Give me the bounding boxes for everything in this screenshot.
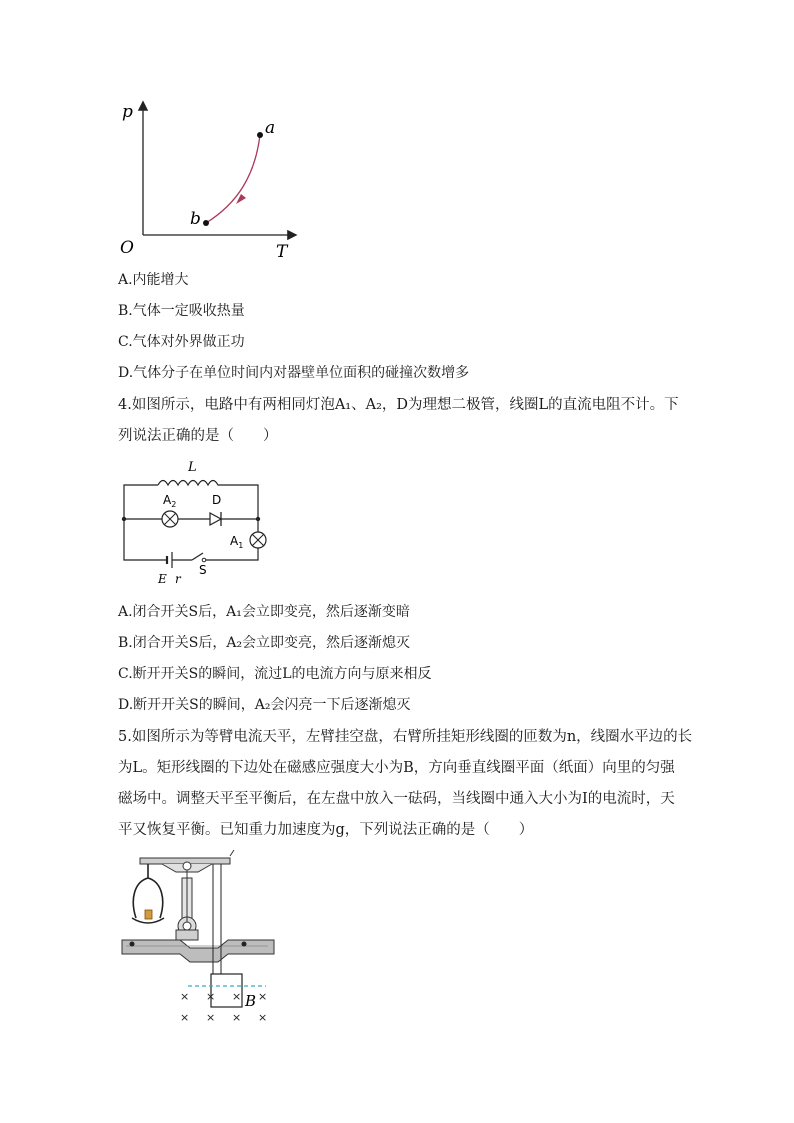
lamp-a1-label: $A_1$ [230, 534, 244, 550]
internal-r-label: r [175, 572, 181, 586]
svg-text:×: × [258, 1011, 268, 1024]
point-a [257, 132, 263, 138]
option-d[interactable]: D.气体分子在单位时间内对器壁单位面积的碰撞次数增多 [118, 365, 470, 381]
point-a-label: a [265, 118, 276, 138]
axis-label-p: p [122, 102, 133, 122]
q4-option-c[interactable]: C.断开开关S的瞬间，流过L的电流方向与原来相反 [118, 666, 432, 682]
q5-stem-line2: 为L。矩形线圈的下边处在磁感应强度大小为B，方向垂直线圈平面（纸面）向里的匀强 [118, 760, 675, 776]
svg-text:×: × [258, 990, 268, 1003]
field-label-b: B [245, 992, 257, 1010]
svg-text:×: × [206, 1011, 216, 1024]
svg-text:×: × [180, 990, 190, 1003]
svg-text:×: × [180, 1011, 190, 1024]
svg-text:×: × [206, 990, 216, 1003]
point-b [203, 220, 209, 226]
q4-option-d[interactable]: D.断开开关S的瞬间，A₂会闪亮一下后逐渐熄灭 [118, 697, 411, 713]
lamp-a2-label: $A_2$ [163, 493, 177, 509]
option-b[interactable]: B.气体一定吸收热量 [118, 303, 245, 319]
q4-option-b[interactable]: B.闭合开关S后，A₂会立即变亮，然后逐渐熄灭 [118, 635, 411, 651]
weight [145, 910, 152, 919]
balance-base [122, 940, 274, 962]
circuit-diagram [110, 455, 280, 590]
process-curve [206, 135, 260, 223]
lamp-a2 [162, 511, 178, 527]
q4-stem-line2: 列说法正确的是（ ） [118, 428, 278, 444]
switch-s [192, 553, 203, 560]
diode-label: D [212, 493, 222, 507]
lamp-a1 [250, 532, 266, 548]
axis-label-t: T [276, 242, 288, 262]
switch-contact [202, 558, 206, 562]
svg-text:×: × [232, 1011, 242, 1024]
switch-label: S [199, 563, 207, 577]
wire-top [124, 485, 158, 519]
q5-stem-line3: 磁场中。调整天平至平衡后，在左盘中放入一砝码，当线圈中通入大小为I的电流时，天 [118, 791, 675, 807]
point-b-label: b [190, 209, 201, 229]
wire-bottom-left [124, 519, 167, 560]
origin-label: O [120, 238, 134, 258]
coil-label: L [188, 460, 197, 475]
diode-d [210, 512, 221, 526]
wire-right-2 [206, 548, 258, 560]
q4-option-a[interactable]: A.闭合开关S后，A₁会立即变亮，然后逐渐变暗 [118, 604, 410, 620]
emf-label: E [158, 572, 167, 586]
q4-stem-line1: 4.如图所示，电路中有两相同灯泡A₁、A₂，D为理想二极管，线圈L的直流电阻不计。下 [118, 397, 679, 413]
pt-graph [110, 95, 310, 265]
current-balance-figure [118, 848, 278, 1026]
option-a[interactable]: A.内能增大 [118, 272, 189, 288]
coil-l [158, 481, 226, 486]
option-c[interactable]: C.气体对外界做正功 [118, 334, 245, 350]
q5-stem-line1: 5.如图所示为等臂电流天平，左臂挂空盘，右臂所挂矩形线圈的匝数为n，线圈水平边的长 [118, 729, 693, 745]
q5-stem-line4: 平又恢复平衡。已知重力加速度为g，下列说法正确的是（ ） [118, 822, 534, 838]
wire-top-right [226, 485, 258, 519]
svg-text:×: × [232, 990, 242, 1003]
